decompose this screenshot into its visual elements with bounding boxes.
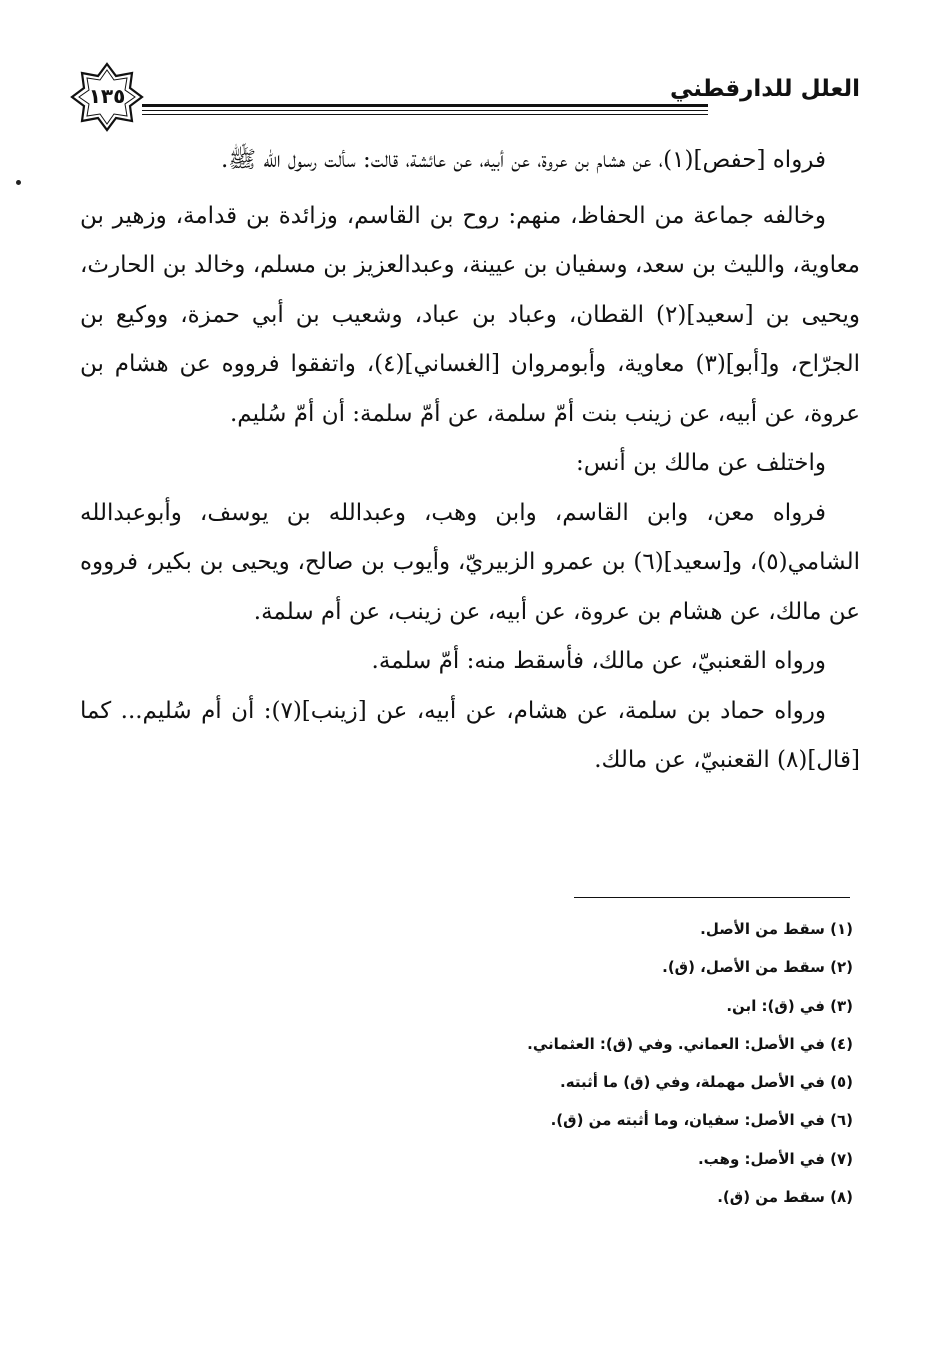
paragraph: ورواه حماد بن سلمة، عن هشام، عن أبيه، عن [زينب](٧): أن أم سُليم... كما [قال](٨) القعنبيّ، عن مالك. bbox=[80, 697, 860, 773]
header-rule bbox=[142, 110, 708, 111]
running-title: العلل للدارقطني bbox=[670, 76, 860, 102]
footnote: (٨) سقط من (ق). bbox=[717, 1188, 853, 1207]
footnote: (٢) سقط من الأصل، (ق). bbox=[662, 958, 853, 977]
paragraph: فرواه معن، وابن القاسم، وابن وهب، وعبدالله بن يوسف، وأبوعبدالله الشامي(٥)، و[سعيد](٦) بن عمرو الزبيريّ، وأيوب بن صالح، ويحيى بن بكير، فرووه عن مالك، عن هشام بن عروة، عن أبيه، عن زينب، عن أم سلمة. bbox=[80, 499, 861, 625]
header-rule bbox=[142, 104, 708, 107]
footnote: (٧) في الأصل: وهب. bbox=[697, 1149, 853, 1168]
footnote: (١) سقط من الأصل. bbox=[700, 920, 853, 938]
footnote: (٦) في الأصل: سفيان، وما أثبته من (ق). bbox=[550, 1111, 853, 1130]
paragraph: فرواه [حفص](١)، عن هشام بن عروة، عن أبيه، عن عائشة، قالت: سألت رسول الله ﷺ. bbox=[220, 147, 826, 173]
scan-mark bbox=[16, 180, 21, 185]
footnote-separator bbox=[574, 897, 850, 898]
footnote: (٥) في الأصل مهملة، وفي (ق) ما أثبته. bbox=[560, 1073, 853, 1092]
footnote: (٤) في الأصل: العماني. وفي (ق): العثماني. bbox=[527, 1034, 853, 1053]
footnote: (٣) في (ق): ابن. bbox=[726, 996, 853, 1015]
paragraph: واختلف عن مالك بن أنس: bbox=[575, 450, 826, 476]
page-number: ١٣٥ bbox=[88, 84, 126, 108]
paragraph: وخالفه جماعة من الحفاظ، منهم: روح بن القاسم، وزائدة بن قدامة، وزهير بن معاوية، والليث بن سعد، وسفيان بن عيينة، وعبدالعزيز بن مسلم، وخالد بن الحارث، ويحيى بن [سعيد](٢) القطان، وعباد بن عباد، وشعيب بن أبي حمزة، ووكيع بن الجرّاح، و[أبو](٣) معاوية، وأبومروان [الغساني](٤)، واتفقوا فرووه عن هشام بن عروة، عن أبيه، عن زينب بنت أمّ سلمة، عن أمّ سلمة: أن أمّ سُليم. bbox=[80, 202, 860, 427]
main-text bbox=[80, 136, 860, 792]
paragraph: ورواه القعنبيّ، عن مالك، فأسقط منه: أمّ سلمة. bbox=[371, 648, 826, 674]
footnotes bbox=[153, 914, 853, 1220]
page-header bbox=[70, 62, 860, 132]
header-rule bbox=[142, 114, 708, 115]
page-number-badge bbox=[70, 62, 144, 132]
